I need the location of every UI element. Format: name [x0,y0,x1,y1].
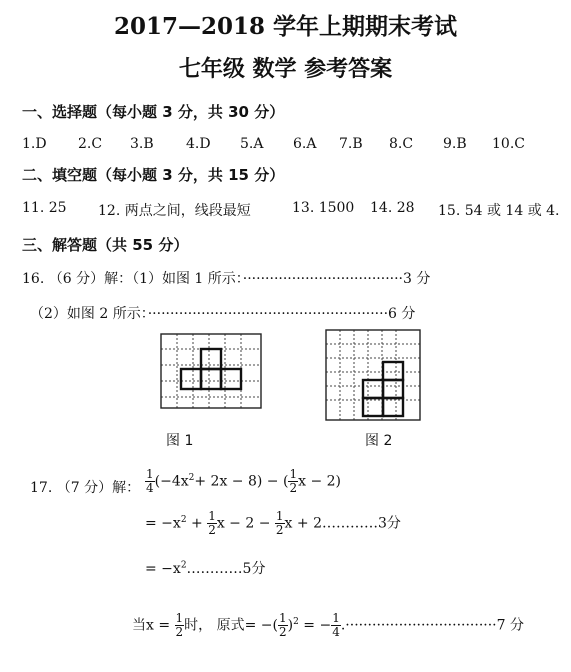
fill-answer: 14. 28 [370,200,415,216]
choice-answer: 5.A [240,136,264,152]
q17-step-1: $\frac{1}{4}$ $(-4x^2+ 2x - 8)$ − ( $\frac{1}{2}$ x − 2) [146,467,341,495]
q17-step-3: = $-x^2\dots\dots\dots\dots 5$分 [145,560,266,577]
exam-title: 2017—2018 学年上期期末考试 [113,13,458,40]
choice-answer: 3.B [130,136,154,152]
choice-answer: 8.C [389,136,414,152]
fraction: $\frac{1}{2}$ [208,509,216,537]
q17-label: 17. （7 分）解： [30,480,141,496]
fill-answer: 11. 25 [22,200,67,216]
choice-answer: 10.C [492,136,525,152]
q17-step-2: = $-x^2$ + $\frac{1}{2}$ x − 2 − $\frac{1}{2}$ x + 2…………3分 [145,509,401,537]
section-3-heading: 三、解答题（共 55 分） [22,236,189,254]
choice-answer: 9.B [443,136,467,152]
figure-1-grid [158,331,266,411]
fraction: $\frac{1}{2}$ [279,611,287,639]
fraction: $\frac{1}{2}$ [289,467,298,495]
q17-evaluation: 当x = $\frac{1}{2}$ 时， 原式= −( $\frac{1}{2}$ )$^2$ = − $\frac{1}{4}$ .··································7 分 [132,611,524,639]
fraction: $\frac{1}{2}$ [275,509,284,537]
fill-answer: 12. 两点之间，线段最短 [98,203,251,219]
choice-answer: 6.A [293,136,317,152]
choice-answer: 4.D [186,136,211,152]
q16-part2: （2）如图 2 所示：······················································6 分 [30,306,416,322]
section-1-heading: 一、选择题（每小题 3 分，共 30 分） [22,103,285,121]
answer-key-subtitle: 七年级 数学 参考答案 [178,56,393,82]
figure-2-grid [323,327,423,423]
section-2-heading: 二、填空题（每小题 3 分，共 15 分） [22,166,285,184]
fraction: $\frac{1}{4}$ [332,611,340,639]
choice-answer: 2.C [78,136,103,152]
choice-answer: 7.B [339,136,363,152]
fraction: $\frac{1}{2}$ [175,611,184,639]
figure-1-caption: 图 1 [166,433,194,449]
figure-2-caption: 图 2 [365,433,393,449]
q16-part1: 16. （6 分）解：（1）如图 1 所示：····································3 分 [22,271,431,287]
fill-answer: 13. 1500 [292,200,355,216]
fill-answer: 15. 54 或 14 或 4. [438,203,560,219]
choice-answer: 1.D [22,136,47,152]
fraction: $\frac{1}{4}$ [146,467,154,495]
